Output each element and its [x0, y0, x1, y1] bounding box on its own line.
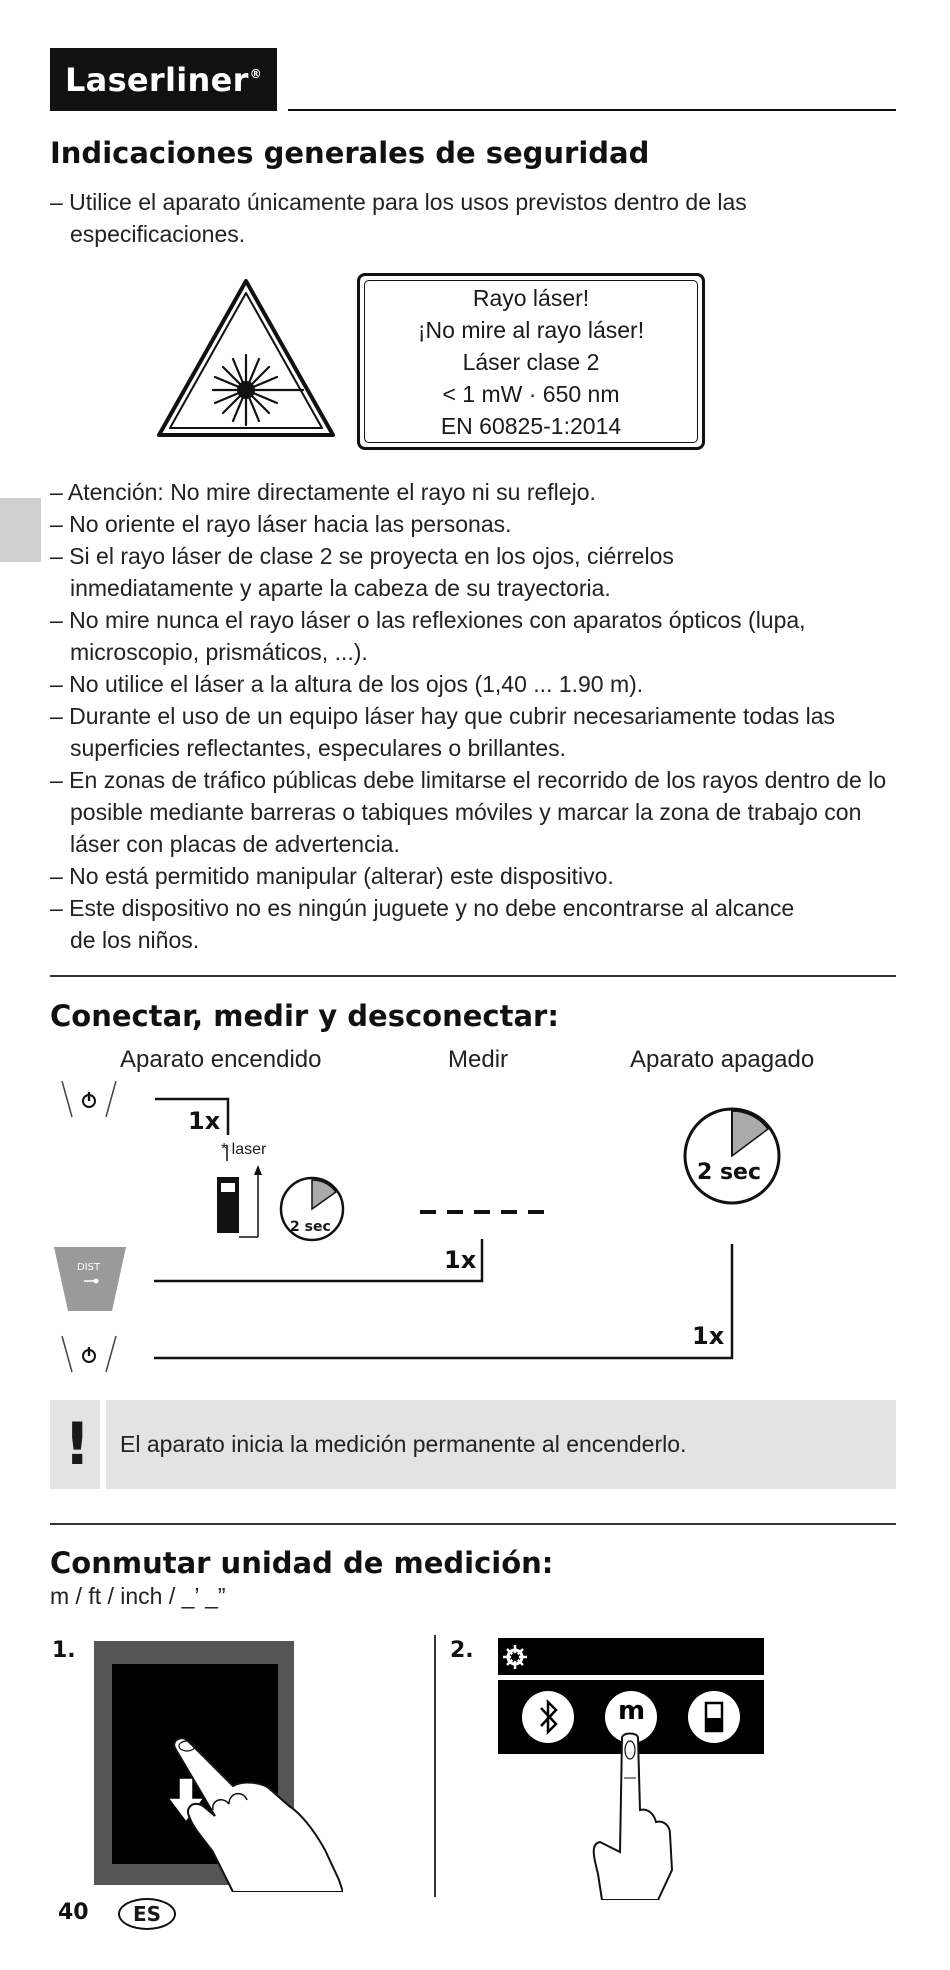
connect-title: Conectar, medir y desconectar:	[50, 999, 559, 1033]
dist-button-icon	[52, 1245, 128, 1313]
safety-bullet: – Durante el uso de un equipo láser hay que cubrir necesariamente todas las superficies reflectantes, especulares o brillantes.	[50, 703, 836, 761]
device-screen-swipe-illustration	[93, 1640, 343, 1892]
laser-warning-icon	[153, 275, 339, 445]
safety-bullet: – No mire nunca el rayo láser o las reflexiones con aparatos ópticos (lupa, microscopio, prismáticos, ...).	[50, 607, 806, 665]
exclamation-icon: !	[64, 1410, 91, 1478]
section-divider	[50, 975, 896, 977]
label-line: EN 60825-1:2014	[440, 412, 622, 439]
dist-button-label: DIST	[77, 1262, 101, 1273]
units-options: m / ft / inch / _’ _”	[50, 1583, 226, 1609]
language-badge	[118, 1898, 176, 1930]
press-count-off: 1x	[692, 1322, 725, 1350]
safety-bullet: – No oriente el rayo láser hacia las personas.	[50, 511, 512, 537]
power-button-icon	[58, 1075, 120, 1123]
large-timer-label: 2 sec	[697, 1160, 762, 1185]
safety-intro: – Utilice el aparato únicamente para los usos previstos dentro de las especificaciones.	[50, 189, 747, 247]
language-code: ES	[132, 1902, 162, 1926]
press-count-on: 1x	[188, 1107, 221, 1135]
label-line: < 1 mW · 650 nm	[442, 380, 620, 407]
laser-star-label: * laser	[221, 1141, 267, 1158]
power-button-icon	[58, 1330, 120, 1378]
label-line: Rayo láser!	[472, 284, 590, 311]
power-on-diagram	[150, 1095, 380, 1245]
safety-bullet: – Este dispositivo no es ningún juguete y no debe encontrarse al alcance de los niños.	[50, 895, 795, 953]
safety-bullet: – No está permitido manipular (alterar) este dispositivo.	[50, 863, 614, 889]
safety-bullet-list	[50, 476, 887, 956]
column-measure: Medir	[448, 1046, 509, 1073]
label-line: Láser clase 2	[462, 348, 600, 375]
column-device-off: Aparato apagado	[630, 1046, 815, 1073]
brand-logo	[50, 48, 277, 111]
laser-label-box	[357, 273, 705, 450]
units-title: Conmutar unidad de medición:	[50, 1546, 554, 1580]
step-number: 2.	[450, 1638, 474, 1663]
small-timer-label: 2 sec	[290, 1219, 331, 1235]
step-divider	[434, 1635, 436, 1897]
registered-mark: ®	[249, 66, 263, 81]
page-number: 40	[58, 1900, 89, 1925]
safety-title: Indicaciones generales de seguridad	[50, 136, 650, 170]
step-number: 1.	[52, 1638, 76, 1663]
power-off-press-line	[150, 1240, 740, 1365]
settings-menu-illustration	[498, 1638, 766, 1900]
laser-label: laser	[231, 1141, 267, 1158]
column-device-on: Aparato encendido	[120, 1046, 322, 1073]
safety-bullet: – No utilice el láser a la altura de los ojos (1,40 ... 1.90 m).	[50, 671, 644, 697]
brand-name: Laserliner	[64, 60, 249, 99]
section-divider	[50, 1523, 896, 1525]
header-rule	[288, 109, 896, 111]
label-line: ¡No mire al rayo láser!	[417, 316, 645, 343]
note-text: El aparato inicia la medición permanente al encenderlo.	[120, 1431, 687, 1457]
press-count-measure: 1x	[444, 1246, 477, 1274]
large-timer-icon	[680, 1104, 784, 1208]
unit-menu-button-label: m	[618, 1696, 646, 1726]
safety-bullet: – Si el rayo láser de clase 2 se proyecta en los ojos, ciérrelos inmediatamente y aparte la cabeza de su trayectoria.	[50, 543, 674, 601]
section-tab-marker	[0, 498, 41, 562]
measure-dashes	[418, 1205, 548, 1219]
safety-bullet: – Atención: No mire directamente el rayo ni su reflejo.	[50, 479, 596, 505]
safety-bullet: – En zonas de tráfico públicas debe limitarse el recorrido de los rayos dentro de lo posible mediante barreras o tabiques móviles y marcar la zona de trabajo con láser con placas de advertencia.	[50, 767, 887, 857]
